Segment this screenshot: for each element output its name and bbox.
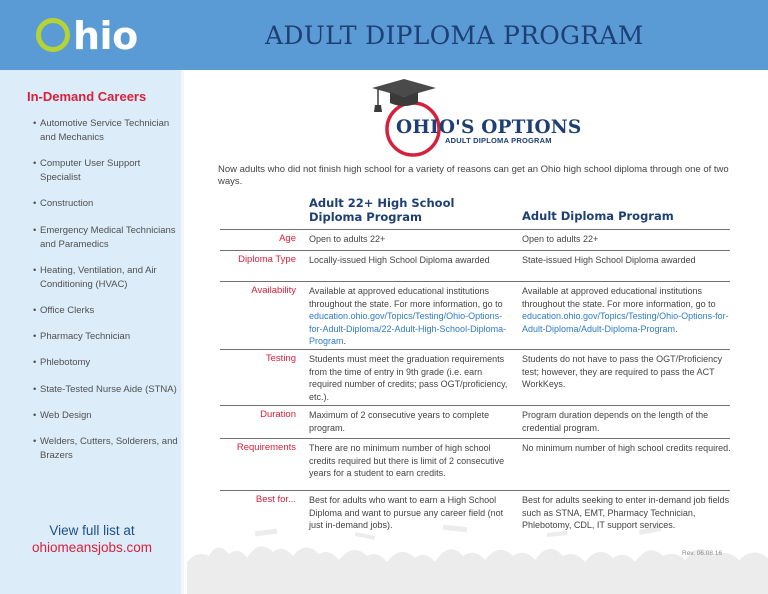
table-cell: Best for adults who want to earn a High School Diploma and want to pursue any career field (not just in-demand jobs). — [309, 495, 504, 531]
career-item: • State-Tested Nurse Aide (STNA) — [33, 383, 178, 397]
table-row — [220, 490, 730, 548]
table-cell: Available at approved educational institutions throughout the state. For more information, go to education.ohio.gov/Topics/Testing/Ohio-Options-for-Adult-Diploma/22-Adult-High-School-Diploma-Program. — [309, 286, 507, 347]
table-cell: Best for adults seeking to enter in-demand job fields such as STNA, EMT, Pharmacy Technician, Phlebotomy, CDL, IT support services. — [522, 495, 730, 531]
intro-paragraph: Now adults who did not finish high school for a variety of reasons can get an Ohio high school diploma through one of two ways. — [218, 164, 729, 187]
table-row — [220, 349, 730, 405]
ohio-logo-ring-icon — [36, 18, 70, 52]
ohiomeansjobs-link[interactable]: ohiomeansjobs.com — [31, 540, 153, 555]
career-item: • Emergency Medical Technicians and Paramedics — [33, 224, 178, 252]
career-list — [33, 117, 178, 475]
row-label: Testing — [265, 353, 296, 364]
table-cell: Students must meet the graduation requirements from the time of entry in 9th grade (i.e. earn required number of credits; pass OGT/proficiency, etc.). — [309, 354, 508, 402]
cta-text: View full list at — [49, 523, 135, 538]
cell-text: Available at approved educational institutions throughout the state. For more information, go to — [522, 286, 716, 309]
row-label: Best for... — [255, 494, 296, 505]
table-row — [220, 229, 730, 250]
career-item: • Pharmacy Technician — [33, 330, 178, 344]
table-cell: Open to adults 22+ — [309, 234, 386, 244]
table-cell: Students do not have to pass the OGT/Proficiency test; however, they are required to pass the ACT WorkKeys. — [522, 354, 723, 390]
career-item: • Computer User Support Specialist — [33, 157, 178, 185]
sidebar — [0, 70, 184, 594]
career-item: • Automotive Service Technician and Mechanics — [33, 117, 178, 145]
career-item: • Phlebotomy — [33, 356, 178, 370]
career-item: • Web Design — [33, 409, 178, 423]
career-item: • Welders, Cutters, Solderers, and Brazers — [33, 435, 178, 463]
row-label: Age — [279, 233, 296, 244]
sidebar-heading: In-Demand Careers — [27, 89, 147, 104]
ohio-logo-text: hio — [73, 14, 138, 58]
table-cell: No minimum number of high school credits required. — [522, 443, 731, 453]
table-cell: There are no minimum number of high school credits required but there is limit of 2 consecutive years for a student to earn credits. — [309, 443, 505, 479]
row-label: Diploma Type — [238, 254, 296, 265]
table-row — [220, 250, 730, 281]
table-cell: Open to adults 22+ — [522, 234, 599, 244]
table-row — [220, 405, 730, 438]
row-label: Requirements — [236, 442, 296, 453]
page-header — [0, 0, 768, 70]
page-title: ADULT DIPLOMA PROGRAM — [265, 21, 644, 50]
career-item: • Heating, Ventilation, and Air Conditioning (HVAC) — [33, 264, 178, 292]
table-cell: Maximum of 2 consecutive years to complete program. — [309, 410, 490, 433]
table-cell: Available at approved educational institutions throughout the state. For more information, go to education.ohio.gov/Topics/Testing/Ohio-Options-for-Adult-Diploma/Adult-Diploma-Program. — [522, 286, 729, 334]
sidebar-cta — [0, 522, 184, 556]
row-label: Availability — [251, 285, 296, 296]
options-logo-subtitle: ADULT DIPLOMA PROGRAM — [445, 136, 552, 145]
career-item: • Construction — [33, 197, 178, 211]
column-header-adult22: Adult 22+ High School Diploma Program — [309, 196, 455, 224]
cell-text: Available at approved educational institutions throughout the state. For more information, go to — [309, 286, 503, 309]
column-header-adult-diploma: Adult Diploma Program — [522, 209, 674, 223]
table-row — [220, 438, 730, 490]
revision-date: Rev. 06.08.16 — [682, 550, 722, 557]
adult22-info-link[interactable]: education.ohio.gov/Topics/Testing/Ohio-Options-for-Adult-Diploma/22-Adult-High-School-Diploma-Program — [309, 311, 507, 347]
career-item: • Office Clerks — [33, 304, 178, 318]
table-cell: State-issued High School Diploma awarded — [522, 255, 696, 265]
adult-diploma-info-link[interactable]: education.ohio.gov/Topics/Testing/Ohio-Options-for-Adult-Diploma/Adult-Diploma-Program — [522, 311, 729, 334]
table-row — [220, 281, 730, 349]
row-label: Duration — [260, 409, 296, 420]
table-cell: Program duration depends on the length of the credential program. — [522, 410, 709, 433]
table-cell: Locally-issued High School Diploma awarded — [309, 255, 490, 265]
ohio-logo — [36, 14, 166, 58]
options-logo-title: OHIO'S OPTIONS — [396, 117, 582, 138]
